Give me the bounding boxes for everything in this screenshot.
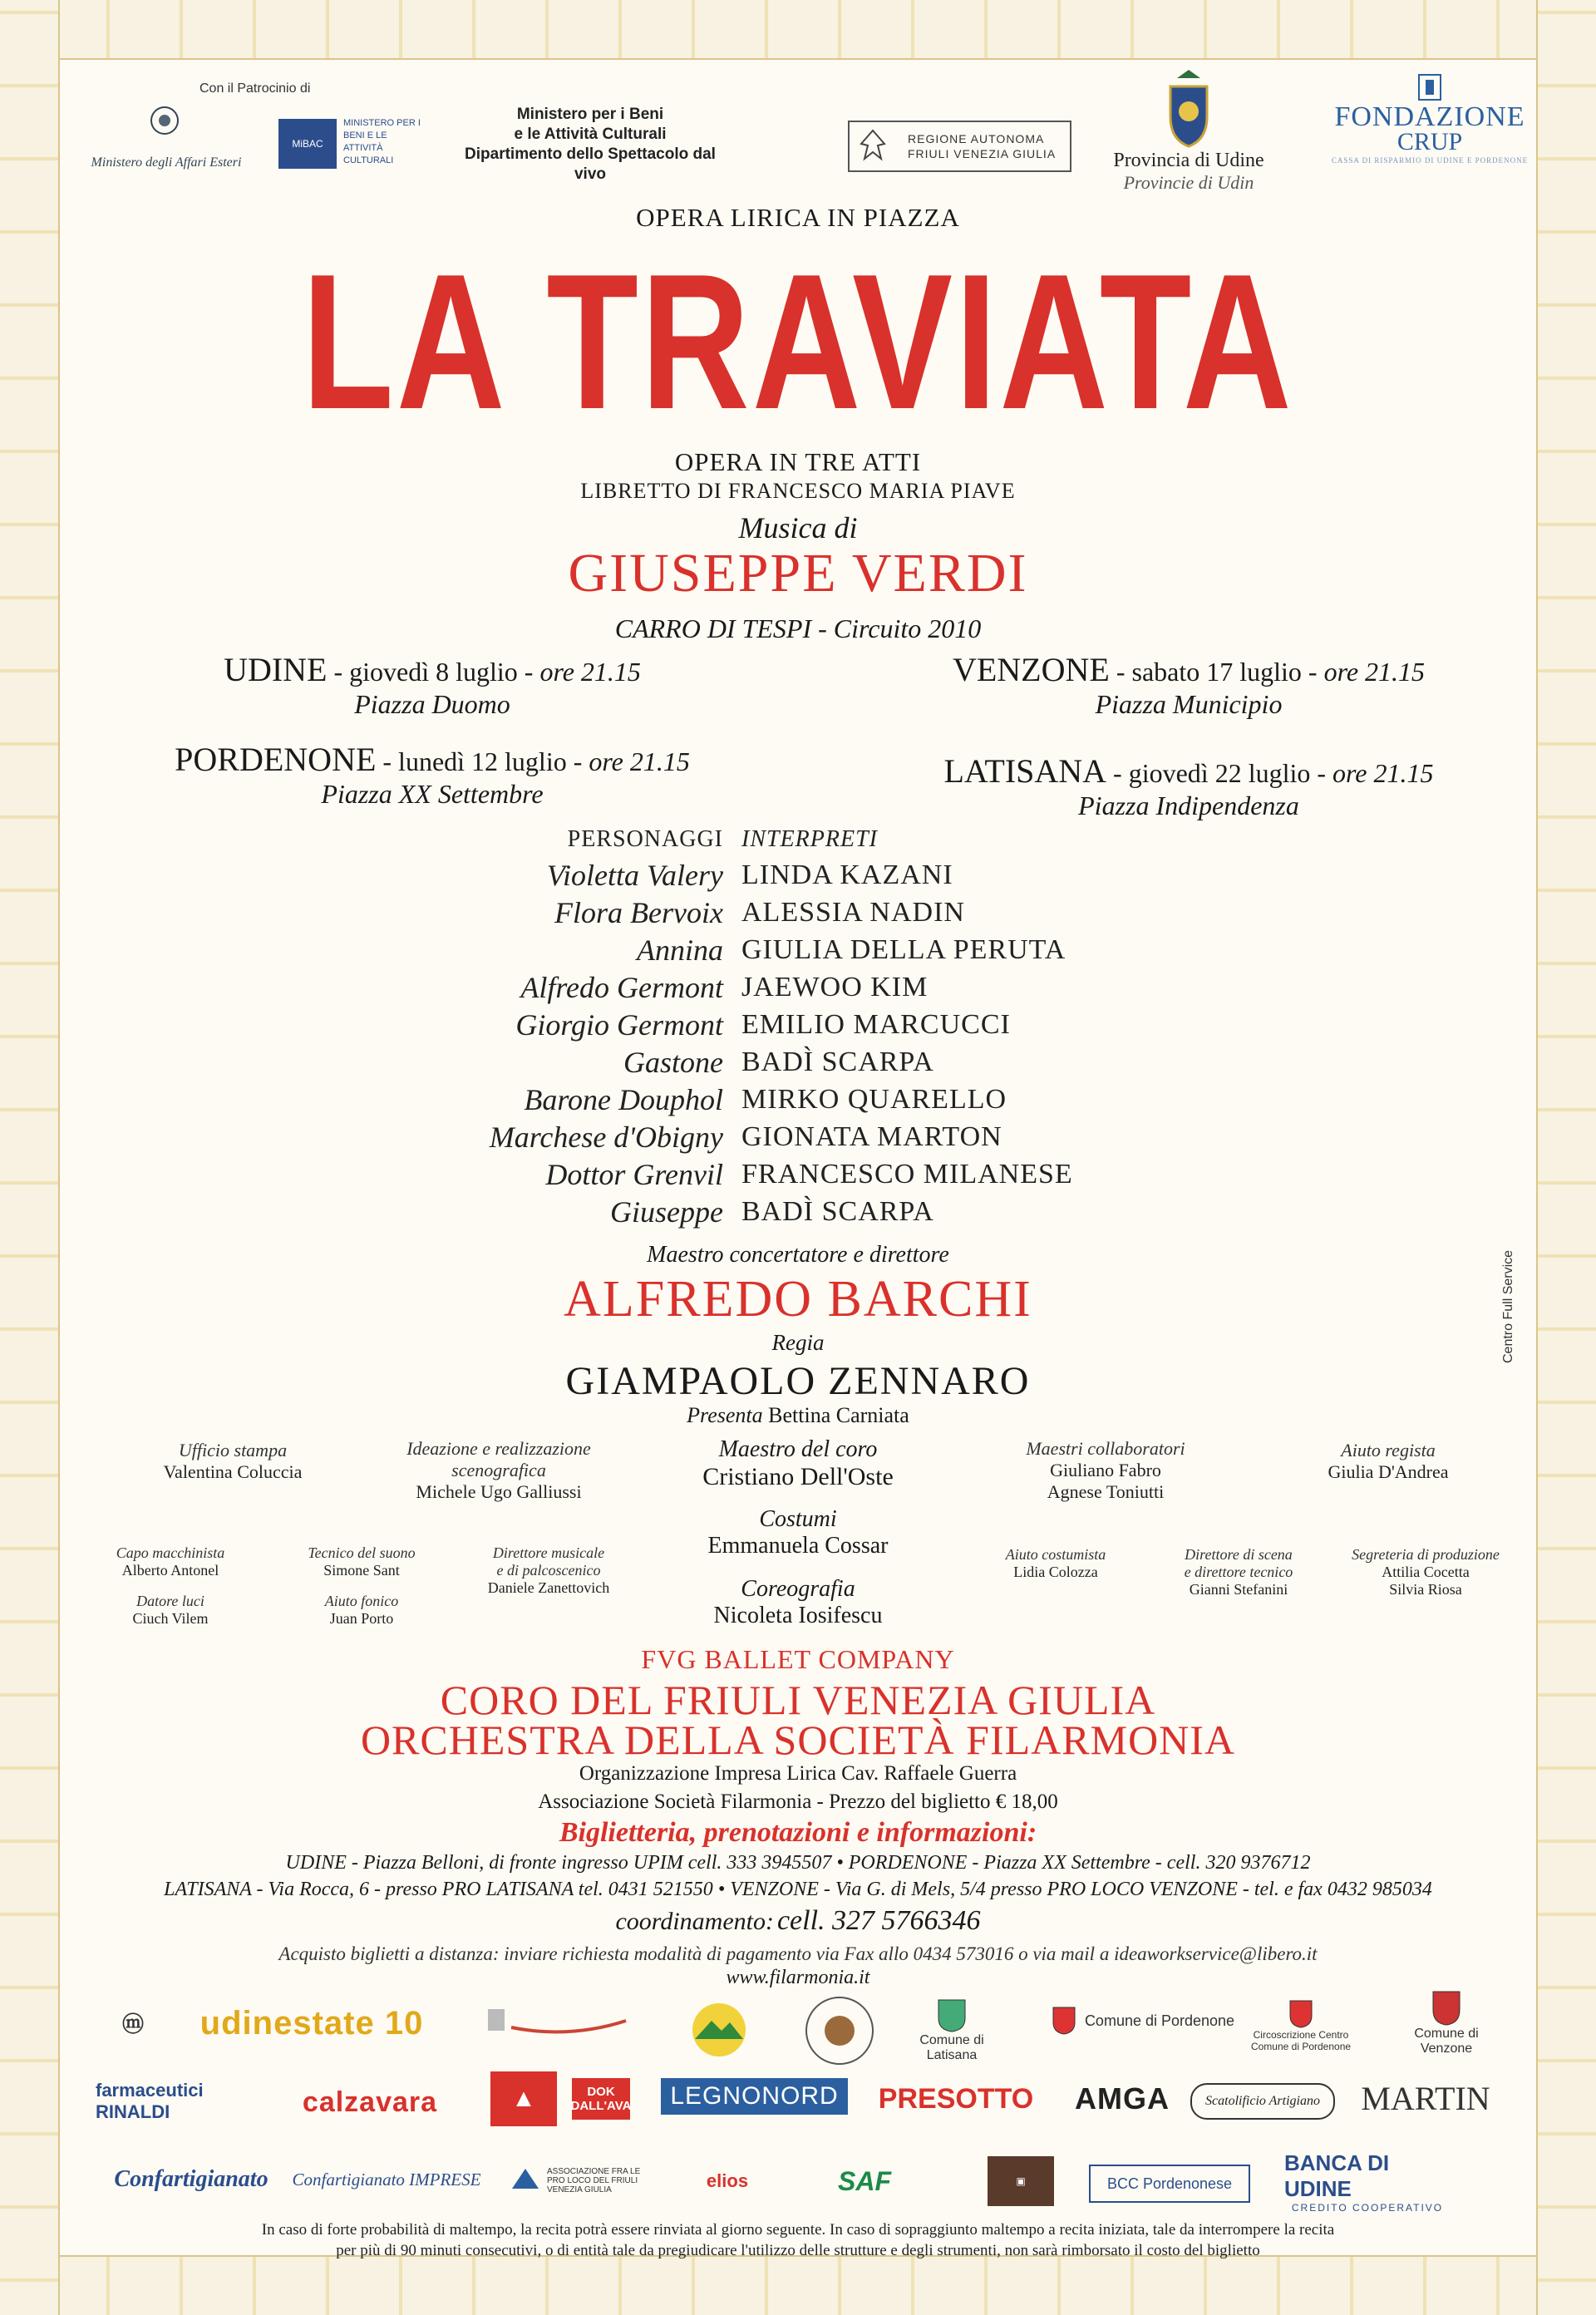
fondazione-crup-logo	[1322, 73, 1538, 198]
cast-row	[332, 1193, 1164, 1230]
date-place: Piazza XX Settembre	[321, 779, 544, 809]
date-place: Piazza Municipio	[1095, 689, 1283, 719]
sponsor-text: Circoscrizione Centro Comune di Pordenone	[1250, 2029, 1352, 2052]
footer-line1: In caso di forte probabilità di maltempo, la recita potrà essere rinviata al giorno seguente. In caso di sopraggiunto maltempo a recita iniziata, tale da interrompere la recita	[261, 2221, 1335, 2239]
ministero-beni-line3: Dipartimento dello Spettacolo dal vivo	[465, 145, 716, 183]
credit-segreteria	[1330, 1546, 1521, 1598]
date-place: Piazza Duomo	[354, 689, 510, 719]
sponsor-confartigianato-imprese: Confartigianato IMPRESE	[292, 2169, 481, 2189]
organization-line2: Associazione Società Filarmonia - Prezzo del biglietto € 18,00	[538, 1790, 1058, 1813]
credit-title: Coreografia	[741, 1576, 855, 1602]
seal-icon	[802, 1993, 877, 2068]
camera-commercio-icon	[486, 2002, 628, 2039]
credit-aiuto-regista	[1264, 1440, 1513, 1483]
credit-name: Michele Ugo Galliussi	[416, 1481, 582, 1502]
credit-title: Maestri collaboratori	[1026, 1438, 1185, 1459]
ministero-beni-line2: e le Attività Culturali	[514, 126, 667, 143]
crest-icon	[1164, 66, 1214, 150]
side-label: Centro Full Service	[1501, 1249, 1515, 1363]
mibac-logo	[278, 112, 428, 179]
date-latisana	[881, 751, 1496, 821]
regione-logo	[848, 121, 1071, 172]
credit-title: Ufficio stampa	[178, 1440, 288, 1460]
cast-role: Giuseppe	[610, 1194, 723, 1229]
credit-title: Datore luci	[136, 1593, 204, 1609]
date-city: LATISANA	[943, 752, 1107, 790]
credit-tecnico-suono	[274, 1544, 449, 1579]
cast-header	[332, 823, 1164, 856]
cast-role: Violetta Valery	[546, 858, 723, 892]
ministero-esteri-logo	[83, 104, 249, 183]
sponsor-legnonord: LEGNONORD	[661, 2078, 848, 2115]
tickets-heading: Biglietteria, prenotazioni e informazioni:	[559, 1817, 1037, 1848]
date-time: ore 21.15	[1332, 758, 1434, 788]
kicker: OPERA LIRICA IN PIAZZA	[636, 203, 960, 232]
sponsor-text: Comune di Latisana	[919, 2033, 984, 2062]
credit-name: Cristiano Dell'Oste	[702, 1463, 894, 1490]
sponsor-logo-left: ⓜ	[121, 2011, 144, 2037]
credit-name: Juan Porto	[329, 1610, 394, 1627]
crest-icon	[1288, 1999, 1313, 2029]
regione-line1: REGIONE AUTONOMA	[908, 132, 1045, 145]
date-udine	[133, 650, 732, 720]
sponsor-dok: DOK DALL'AVA	[572, 2078, 630, 2120]
credit-ufficio	[116, 1440, 349, 1483]
regione-line2: FRIULI VENEZIA GIULIA	[908, 147, 1057, 160]
crest-icon	[935, 1997, 968, 2033]
ministero-esteri-text: Ministero degli Affari Esteri	[91, 155, 242, 170]
subtitle: OPERA IN TRE ATTI	[674, 447, 922, 476]
date-city: PORDENONE	[175, 741, 377, 778]
tickets-remote: Acquisto biglietti a distanza: inviare richiesta modalità di pagamento via Fax allo 0434 573016 o via mail a ideaworkservice@libero.it	[278, 1943, 1318, 1964]
credit-coro	[648, 1436, 948, 1491]
sponsor-bcc: BCC Pordenonese	[1089, 2165, 1250, 2203]
tickets-line2: LATISANA - Via Rocca, 6 - presso PRO LATISANA tel. 0431 521550 • VENZONE - Via G. di Mels, 5/4 presso PRO LOCO VENZONE - tel. e fax 0432 985034	[164, 1879, 1432, 1900]
actors-header: INTERPRETI	[741, 826, 878, 852]
sponsor-subtext: CREDITO COOPERATIVO	[1291, 2202, 1444, 2214]
cast-actor: JAEWOO KIM	[741, 971, 929, 1002]
date-place: Piazza Indipendenza	[1078, 791, 1299, 820]
coordinamento	[0, 1905, 1596, 1937]
orchestra-company: ORCHESTRA DELLA SOCIETÀ FILARMONIA	[360, 1717, 1236, 1763]
credit-name: Ciuch Vilem	[132, 1610, 209, 1627]
cast-actor: GIULIA DELLA PERUTA	[741, 933, 1066, 965]
date-time: ore 21.15	[539, 657, 641, 687]
credit-direttore-musicale	[457, 1544, 640, 1597]
fondazione-line3: CASSA DI RISPARMIO DI UDINE E PORDENONE	[1331, 156, 1529, 165]
cast-row	[332, 856, 1164, 894]
cast-table	[332, 823, 1164, 1230]
sponsor-elios: elios	[706, 2170, 749, 2191]
coro-company: CORO DEL FRIULI VENEZIA GIULIA	[440, 1677, 1156, 1723]
credit-title: Tecnico del suono	[308, 1544, 416, 1561]
regia-name: GIAMPAOLO ZENNARO	[565, 1359, 1031, 1403]
credit-datore-luci	[83, 1593, 258, 1628]
credit-title: Direttore musicale	[492, 1544, 605, 1561]
credit-title: Segreteria di produzione	[1352, 1546, 1500, 1563]
cast-row	[332, 1081, 1164, 1118]
sponsor-scatolificio: Scatolificio Artigiano	[1190, 2083, 1335, 2120]
credit-ideazione	[366, 1438, 632, 1503]
website-link[interactable]: www.filarmonia.it	[726, 1967, 870, 1988]
sponsor-comune-pordenone	[1043, 2000, 1243, 2042]
date-time: ore 21.15	[1323, 657, 1426, 687]
sponsor-text: Comune di Venzone	[1414, 2027, 1479, 2056]
sponsor-presotto: PRESOTTO	[878, 2082, 1034, 2115]
fondazione-line2: CRUP	[1396, 128, 1463, 155]
date-day: - giovedì 8 luglio -	[327, 657, 540, 687]
credit-aiuto-fonico	[274, 1593, 449, 1628]
cast-actor: BADÌ SCARPA	[741, 1046, 934, 1077]
credit-name: Valentina Coluccia	[163, 1461, 303, 1482]
sponsor-dok-mark: ▲	[490, 2071, 557, 2126]
ornamental-border-bottom	[0, 2255, 1596, 2315]
cast-actor: MIRKO QUARELLO	[741, 1083, 1007, 1115]
credit-name: Gianni Stefanini	[1189, 1581, 1288, 1598]
cast-actor: GIONATA MARTON	[741, 1121, 1002, 1152]
cast-row	[332, 931, 1164, 968]
credit-name: Nicoleta Iosifescu	[713, 1603, 883, 1628]
pro-loco-icon	[509, 2164, 542, 2197]
sponsor-ideawork: ▣	[988, 2156, 1054, 2206]
sponsor-comune-logo	[482, 2000, 632, 2042]
provincia-line1: Provincia di Udine	[1113, 150, 1264, 171]
cast-actor: BADÌ SCARPA	[741, 1195, 934, 1227]
cast-role: Giorgio Germont	[515, 1007, 723, 1042]
cast-row	[332, 1118, 1164, 1155]
sponsor-text: BANCA DI UDINE	[1284, 2150, 1390, 2201]
credit-name: Agnese Toniutti	[1047, 1481, 1165, 1502]
cast-actor: LINDA KAZANI	[741, 859, 953, 890]
sponsor-banca-udine	[1284, 2150, 1451, 2214]
presents-label: Presenta	[687, 1403, 763, 1427]
music-by: Musica di	[738, 511, 858, 544]
cast-actor: EMILIO MARCUCCI	[741, 1008, 1011, 1040]
credit-title: Aiuto fonico	[324, 1593, 399, 1609]
credit-name: Giuliano Fabro	[1050, 1460, 1161, 1480]
credit-title: Aiuto regista	[1341, 1440, 1436, 1460]
credit-name: Attilia Cocetta	[1382, 1564, 1470, 1580]
sponsor-calzavara: calzavara	[302, 2086, 438, 2118]
tickets-line1: UDINE - Piazza Belloni, di fronte ingresso UPIM cell. 333 3945507 • PORDENONE - Piazza XX Settembre - cell. 320 9376712	[285, 1852, 1311, 1874]
cast-row	[332, 968, 1164, 1006]
date-city: VENZONE	[952, 651, 1110, 688]
sponsor-circoscrizione	[1239, 1988, 1363, 2063]
conductor-title: Maestro concertatore e direttore	[647, 1242, 949, 1268]
credit-name: Lidia Colozza	[1013, 1564, 1098, 1580]
emblem-icon	[148, 104, 181, 137]
footer-line2: per più di 90 minuti consecutivi, o di entità tale da pregiudicare l'utilizzo delle strutture e degli strumenti, non sarà rimborsato il costo del biglietto	[336, 2242, 1260, 2259]
date-day: - giovedì 22 luglio -	[1106, 758, 1333, 788]
sponsor-rinaldi: farmaceutici RINALDI	[96, 2080, 204, 2122]
ministero-beni-line1: Ministero per i Beni	[516, 106, 664, 123]
date-pordenone	[125, 740, 740, 810]
date-time: ore 21.15	[589, 746, 690, 776]
circuit: CARRO DI TESPI - Circuito 2010	[614, 613, 982, 643]
sponsor-text: Comune di Pordenone	[1084, 2012, 1235, 2029]
provincia-udine-logo	[1097, 66, 1280, 199]
fondazione-mark-icon	[1417, 73, 1442, 101]
crest-icon	[1052, 2006, 1076, 2036]
sponsor-associazione	[499, 2151, 665, 2209]
sponsor-saf: SAF	[838, 2165, 891, 2196]
credit-title: Capo macchinista	[116, 1544, 225, 1561]
footer-disclaimer	[83, 2219, 1513, 2261]
mibac-text: MINISTERO PER I BENI E LE ATTIVITÀ CULTURALI	[343, 118, 421, 165]
organization-line1: Organizzazione Impresa Lirica Cav. Raffaele Guerra	[579, 1762, 1017, 1785]
credit-name: Emmanuela Cossar	[707, 1533, 889, 1559]
cast-row	[332, 1006, 1164, 1043]
sponsor-martin: MARTIN	[1361, 2079, 1490, 2117]
cast-row	[332, 894, 1164, 931]
credit-capo-macchinista	[83, 1544, 258, 1579]
sponsor-seal	[798, 1993, 881, 2068]
date-day: - sabato 17 luglio -	[1109, 657, 1324, 687]
mountain-icon	[690, 2001, 748, 2059]
cast-role: Marchese d'Obigny	[489, 1120, 723, 1154]
date-venzone	[881, 650, 1496, 720]
cast-role: Alfredo Germont	[520, 970, 723, 1004]
date-day: - lunedì 12 luglio -	[376, 746, 589, 776]
ornamental-border-top	[0, 0, 1596, 60]
ministero-beni-text	[453, 105, 727, 185]
credit-collaboratori	[981, 1438, 1230, 1503]
coord-label: coordinamento:	[615, 1908, 774, 1935]
patronage-label: Con il Patrocinio di	[200, 81, 311, 96]
main-title: LA TRAVIATA	[302, 234, 1294, 450]
cast-actor: ALESSIA NADIN	[741, 896, 965, 928]
credit-name: Daniele Zanettovich	[487, 1579, 610, 1596]
sponsor-amga: AMGA	[1075, 2081, 1170, 2116]
credit-name: Alberto Antonel	[121, 1562, 219, 1579]
sponsor-comune-venzone	[1396, 1982, 1496, 2065]
presents-name: Bettina Carniata	[768, 1403, 909, 1427]
sponsor-confartigianato: Confartigianato	[114, 2166, 268, 2192]
cast-row	[332, 1155, 1164, 1193]
sponsor-text: ASSOCIAZIONE FRA LE PRO LOCO DEL FRIULI VENEZIA GIULIA	[547, 2166, 641, 2194]
cast-role: Flora Bervoix	[554, 895, 723, 929]
crest-icon	[1431, 1990, 1461, 2027]
credit-name: Silvia Riosa	[1389, 1581, 1462, 1598]
cast-row	[332, 1043, 1164, 1081]
roles-header: PERSONAGGI	[567, 826, 723, 852]
ballet-company: FVG BALLET COMPANY	[641, 1644, 955, 1674]
credit-costumi	[648, 1506, 948, 1559]
conductor-name: ALFREDO BARCHI	[564, 1271, 1032, 1327]
credit-title: Direttore di scena	[1185, 1546, 1293, 1563]
composer: GIUSEPPE VERDI	[568, 543, 1028, 603]
credit-name: Giulia D'Andrea	[1328, 1461, 1449, 1482]
sponsor-udinestate: udinestate 10	[200, 2004, 424, 2042]
provincia-line2: Provincie di Udin	[1123, 172, 1254, 193]
cast-actor: FRANCESCO MILANESE	[741, 1158, 1073, 1190]
cast-role: Gastone	[623, 1045, 723, 1079]
sponsor-agemont	[682, 1997, 756, 2063]
libretto: LIBRETTO DI FRANCESCO MARIA PIAVE	[580, 479, 1016, 503]
fondazione-line1: FONDAZIONE	[1334, 101, 1525, 132]
credit-title: Ideazione e realizzazione scenografica	[406, 1438, 591, 1480]
cast-role: Barone Douphol	[524, 1082, 723, 1116]
credit-title: Costumi	[759, 1506, 837, 1532]
regia-title: Regia	[771, 1330, 825, 1355]
coord-phone: cell. 327 5766346	[776, 1905, 981, 1936]
credit-coreografia	[648, 1576, 948, 1629]
sponsor-comune-latisana	[906, 1988, 998, 2071]
credit-title: Aiuto costumista	[1005, 1546, 1106, 1563]
credit-title: Maestro del coro	[718, 1436, 878, 1462]
credit-name: Simone Sant	[323, 1562, 400, 1579]
credit-title: e direttore tecnico	[1184, 1564, 1293, 1580]
presents	[0, 1403, 1596, 1428]
cast-role: Annina	[637, 933, 723, 967]
cast-role: Dottor Grenvil	[545, 1157, 723, 1191]
eagle-icon	[856, 127, 889, 164]
credit-direttore-scena	[1147, 1546, 1330, 1598]
date-city: UDINE	[224, 651, 328, 688]
credit-aiuto-costumista	[964, 1546, 1147, 1581]
mibac-mark: MiBAC	[278, 119, 337, 169]
credit-title: e di palcoscenico	[496, 1562, 601, 1579]
